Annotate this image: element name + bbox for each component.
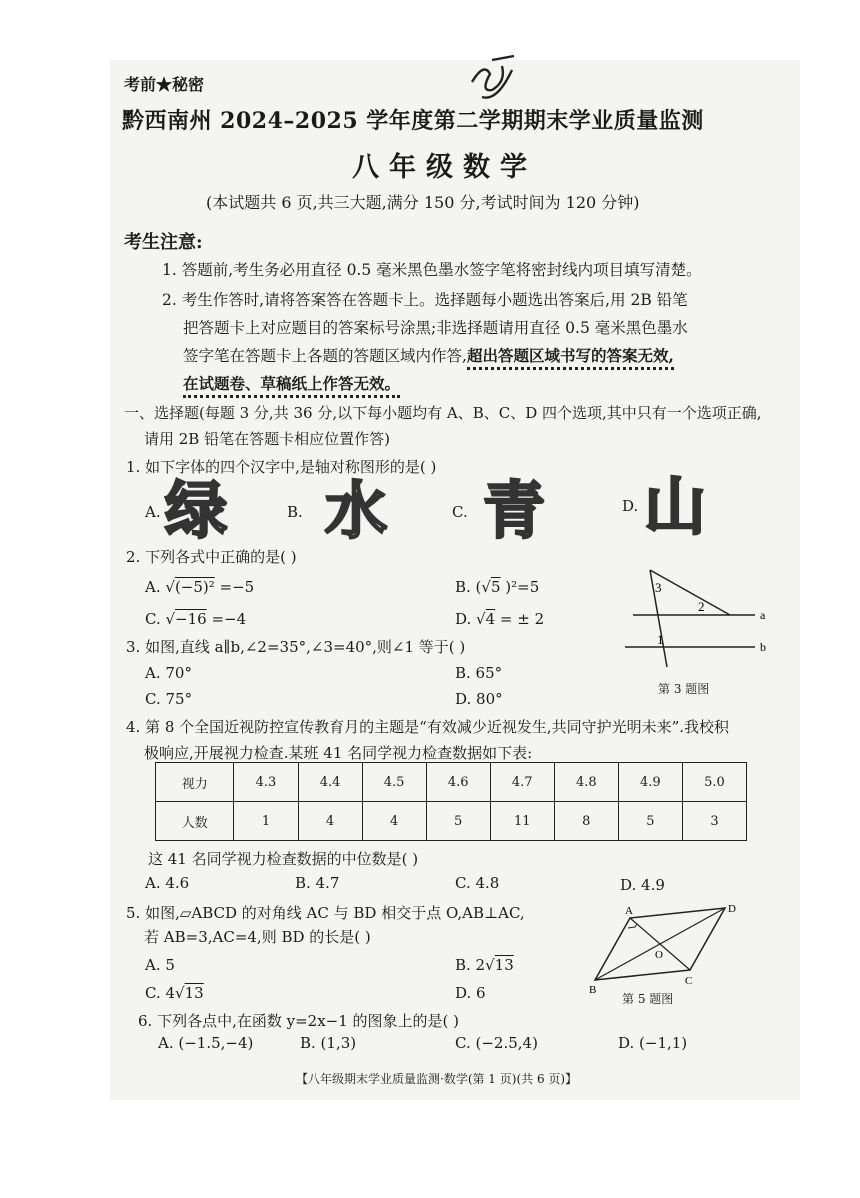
table-cell: 5: [618, 802, 682, 841]
q5-stem-1: 5. 如图,▱ABCD 的对角线 AC 与 BD 相交于点 O,AB⊥AC,: [126, 904, 525, 922]
notice-item-2-line-4: [183, 372, 400, 394]
table-header: 人数: [156, 802, 234, 841]
vision-table: [155, 762, 747, 841]
line-a-label: a: [760, 608, 766, 622]
right-angle-mark: [628, 924, 637, 928]
notice-item-1: 1. 答题前,考生务必用直径 0.5 毫米黑色墨水签字笔将密封线内项目填写清楚。: [162, 261, 702, 279]
notice-item-2-line-3: [183, 344, 674, 366]
table-cell: 1: [234, 802, 298, 841]
q1-char-a: 绿: [165, 474, 228, 547]
vertex-a-label: A: [625, 905, 633, 917]
q1-char-c: 青: [483, 474, 546, 547]
table-cell: 4.7: [490, 763, 554, 802]
q4-option-a: A. 4.6: [145, 874, 190, 892]
vertex-b-label: B: [589, 984, 597, 996]
q1-label-d: D.: [622, 497, 639, 515]
notice-heading: 考生注意:: [124, 232, 203, 253]
q5-stem-2: 若 AB=3,AC=4,则 BD 的长是( ): [144, 928, 371, 946]
q1-label-c: C.: [452, 503, 468, 521]
q1-stem: 1. 如下字体的四个汉字中,是轴对称图形的是( ): [126, 458, 437, 476]
q6-stem: 6. 下列各点中,在函数 y=2x−1 的图象上的是( ): [138, 1012, 460, 1030]
q6-option-b: B. (1,3): [300, 1034, 357, 1052]
q3-option-d: D. 80°: [455, 690, 503, 708]
table-cell: 4: [298, 802, 362, 841]
table-cell: 4.3: [234, 763, 298, 802]
exam-title: 黔西南州 2024–2025 学年度第二学期期末学业质量监测: [122, 108, 704, 134]
notice-item-2-line-2: 把答题卡上对应题目的答案标号涂黑;非选择题请用直径 0.5 毫米黑色墨水: [183, 319, 688, 337]
q3-option-a: A. 70°: [145, 664, 192, 682]
q3-figure: [615, 562, 775, 672]
table-cell: 8: [554, 802, 618, 841]
table-cell: 5.0: [682, 763, 746, 802]
section1-line-1: 一、选择题(每题 3 分,共 36 分,以下每小题均有 A、B、C、D 四个选项,其中只有一个选项正确,: [124, 404, 762, 422]
q5-fig-caption: 第 5 题图: [622, 992, 674, 1006]
table-cell: 4.9: [618, 763, 682, 802]
q5-option-d: D. 6: [455, 984, 486, 1002]
transversal-2: [650, 570, 730, 615]
point-o-label: O: [655, 949, 663, 961]
q6-option-d: D. (−1,1): [618, 1034, 688, 1052]
line-b-label: b: [760, 640, 766, 654]
q3-option-c: C. 75°: [145, 690, 193, 708]
q3-fig-caption: 第 3 题图: [658, 682, 710, 696]
table-header: 视力: [156, 763, 234, 802]
signature-mark: [462, 52, 532, 112]
q1-label-a: A.: [145, 503, 161, 521]
q3-option-b: B. 65°: [455, 664, 503, 682]
q4-stem-1: 4. 第 8 个全国近视防控宣传教育月的主题是“有效减少近视发生,共同守护光明未来”.我校积: [126, 718, 730, 736]
section1-line-2: 请用 2B 铅笔在答题卡相应位置作答): [144, 430, 390, 448]
table-row: [156, 802, 747, 841]
q2-option-a: A. √(−5)² =−5: [145, 578, 255, 596]
q1-char-d: 山: [644, 470, 707, 543]
q4-option-b: B. 4.7: [295, 874, 340, 892]
table-cell: 4.6: [426, 763, 490, 802]
vertex-c-label: C: [685, 975, 693, 987]
table-cell: 4: [362, 802, 426, 841]
q4-option-c: C. 4.8: [455, 874, 500, 892]
q2-option-c: C. √−16 =−4: [145, 610, 247, 628]
angle-1-label: 1: [657, 632, 664, 647]
table-cell: 11: [490, 802, 554, 841]
table-cell: 4.4: [298, 763, 362, 802]
subject-title: 八年级数学: [352, 152, 537, 183]
q5-figure: [585, 900, 765, 1000]
q1-char-b: 水: [325, 474, 388, 547]
vertex-d-label: D: [728, 903, 736, 915]
notice-emphasis-2: 在试题卷、草稿纸上作答无效。: [183, 374, 400, 398]
q3-stem: 3. 如图,直线 a∥b,∠2=35°,∠3=40°,则∠1 等于( ): [126, 638, 466, 656]
section1-heading: [124, 402, 762, 423]
q2-stem: 2. 下列各式中正确的是( ): [126, 548, 297, 566]
q1-label-b: B.: [287, 503, 303, 521]
angle-3-label: 3: [655, 580, 662, 595]
table-row: [156, 763, 747, 802]
q4-option-d: D. 4.9: [620, 876, 665, 894]
table-cell: 5: [426, 802, 490, 841]
table-cell: 3: [682, 802, 746, 841]
q6-option-c: C. (−2.5,4): [455, 1034, 538, 1052]
table-cell: 4.8: [554, 763, 618, 802]
q2-option-d: D. √4 = ± 2: [455, 610, 545, 628]
q5-option-a: A. 5: [145, 956, 175, 974]
notice-emphasis: 超出答题区域书写的答案无效,: [467, 346, 674, 370]
q6-option-a: A. (−1.5,−4): [158, 1034, 254, 1052]
angle-2-label: 2: [698, 599, 705, 614]
page-footer: 【八年级期末学业质量监测·数学(第 1 页)(共 6 页)】: [296, 1072, 578, 1086]
q4-question: 这 41 名同学视力检查数据的中位数是( ): [148, 850, 419, 868]
q4-stem-2: 极响应,开展视力检查.某班 41 名同学视力检查数据如下表:: [144, 744, 533, 762]
q5-option-b: B. 2√13: [455, 956, 514, 974]
exam-info: (本试题共 6 页,共三大题,满分 150 分,考试时间为 120 分钟): [206, 193, 640, 212]
notice-item-2-line-1: 2. 考生作答时,请将答案答在答题卡上。选择题每小题选出答案后,用 2B 铅笔: [162, 291, 688, 309]
table-cell: 4.5: [362, 763, 426, 802]
notice-text: 签字笔在答题卡上各题的答题区域内作答,: [183, 347, 467, 365]
q5-option-c: C. 4√13: [145, 984, 204, 1002]
secret-label: 考前★秘密: [124, 75, 205, 94]
q2-option-b: B. (√5 )²=5: [455, 578, 540, 596]
